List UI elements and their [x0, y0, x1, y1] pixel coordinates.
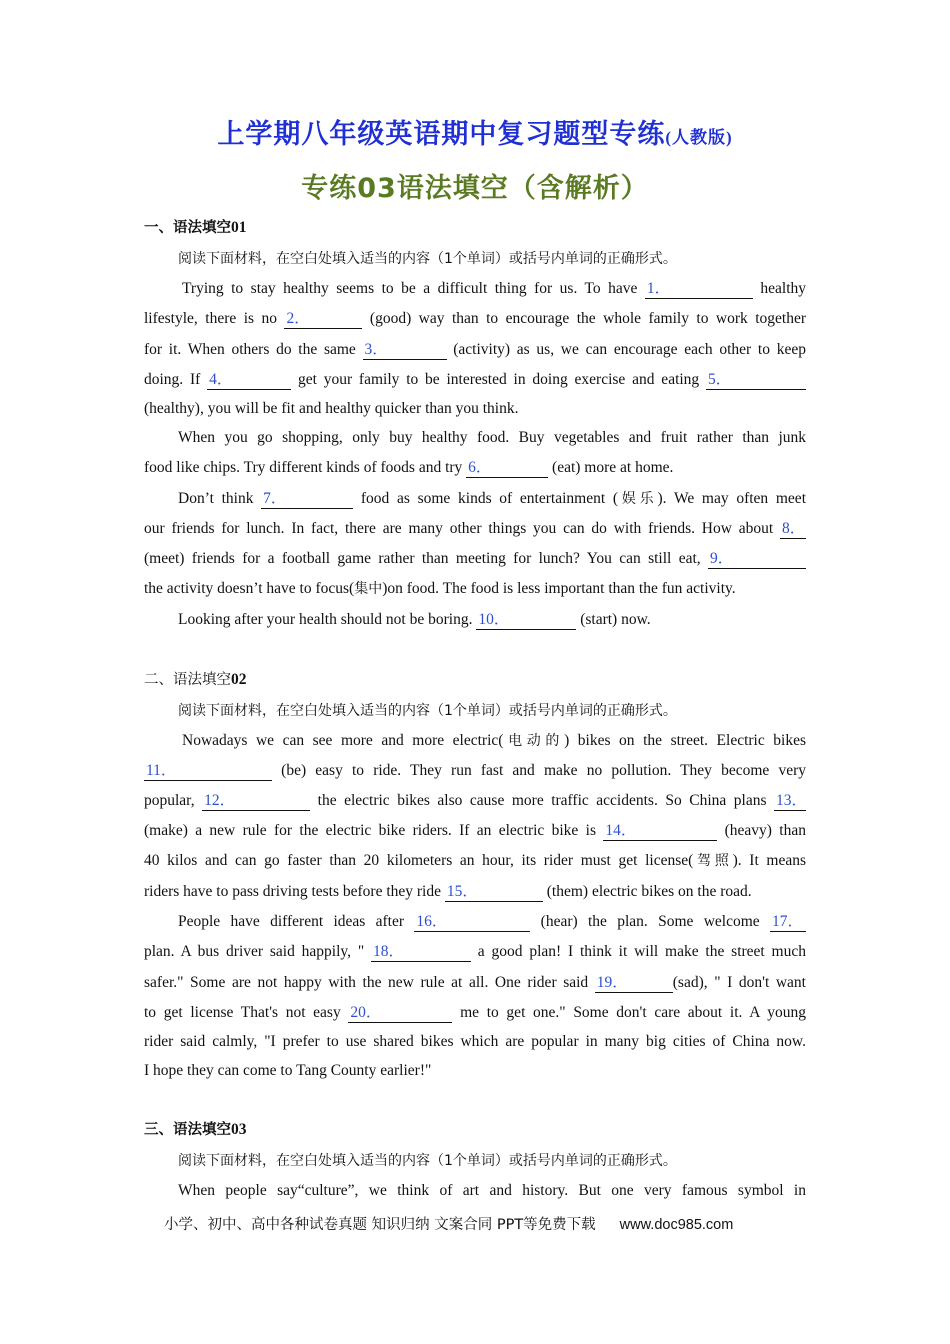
answer-blank[interactable]: 17．: [770, 913, 806, 932]
title-main: 上学期八年级英语期中复习题型专练: [217, 119, 666, 150]
answer-blank[interactable]: 18．: [371, 943, 471, 962]
answer-blank[interactable]: 19．: [595, 974, 673, 993]
instruction-2: 阅读下面材料，在空白处填入适当的内容（1个单词）或括号内单词的正确形式。: [178, 703, 677, 719]
answer-blank[interactable]: 4．: [207, 371, 291, 390]
answer-blank[interactable]: 3．: [363, 341, 447, 360]
passage-line: (make) a new rule for the electric bike riders. If an electric bike is 14． (heavy) than: [144, 822, 806, 839]
answer-blank[interactable]: 1．: [645, 280, 753, 299]
passage-line: our friends for lunch. In fact, there are many other things you can do with friends. How about 8．: [144, 520, 806, 537]
passage-line: (meet) friends for a football game rather than meeting for lunch? You can still eat, 9．: [144, 549, 806, 569]
passage-line: to get license That's not easy 20． me to get one." Some don't care about it. A young: [144, 1004, 807, 1021]
passage-line: rider said calmly, "I prefer to use shared bikes which are popular in many big cities of China now.: [144, 1033, 806, 1050]
section-heading-2: 二、语法填空02: [144, 671, 247, 688]
passage-line: Trying to stay healthy seems to be a difficult thing for us. To have 1． healthy: [182, 280, 806, 297]
answer-blank[interactable]: 14．: [603, 822, 717, 841]
answer-blank[interactable]: 20．: [348, 1004, 452, 1023]
section-heading-3: 三、语法填空03: [144, 1121, 247, 1138]
passage-line: safer." Some are not happy with the new rule at all. One rider said 19． (sad), " I don't want: [144, 974, 806, 991]
section-heading-1: 一、语法填空01: [144, 219, 247, 236]
answer-blank[interactable]: 8．: [782, 520, 806, 537]
passage-line: doing. If 4． get your family to be interested in doing exercise and eating 5．: [144, 370, 806, 390]
instruction-3: 阅读下面材料，在空白处填入适当的内容（1个单词）或括号内单词的正确形式。: [178, 1153, 677, 1169]
title-suffix: (人教版): [665, 128, 733, 147]
document-title: [0, 112, 950, 151]
footer-url[interactable]: www.doc985.com: [619, 1217, 734, 1233]
passage-line: 40 kilos and can go faster than 20 kilometers an hour, its rider must get license(驾照). It means: [144, 852, 807, 869]
answer-blank[interactable]: 6．: [466, 459, 548, 478]
answer-blank[interactable]: 13．: [776, 792, 808, 809]
passage-line: I hope they can come to Tang County earlier!": [144, 1062, 432, 1079]
instruction-1: 阅读下面材料，在空白处填入适当的内容（1个单词）或括号内单词的正确形式。: [178, 251, 677, 267]
passage-line: When people say“culture”, we think of art and history. But one very famous symbol in: [178, 1182, 806, 1199]
passage-line: lifestyle, there is no 2． (good) way than to encourage the whole family to work together: [144, 310, 807, 327]
passage-line: for it. When others do the same 3． (activity) as us, we can encourage each other to keep: [144, 341, 806, 358]
footer-text: 小学、初中、高中各种试卷真题 知识归纳 文案合同 PPT等免费下载: [164, 1217, 596, 1233]
passage-line: Nowadays we can see more and more electric(电动的) bikes on the street. Electric bikes: [182, 732, 806, 749]
passage-line: Looking after your health should not be boring. 10． (start) now.: [178, 611, 651, 628]
passage-line: (healthy), you will be fit and healthy quicker than you think.: [144, 400, 519, 417]
passage-line: the activity doesn’t have to focus(集中)on food. The food is less important than the fun activity.: [144, 580, 736, 597]
answer-blank[interactable]: 11．: [144, 762, 272, 781]
answer-blank[interactable]: 9．: [708, 550, 806, 569]
answer-blank[interactable]: 2．: [284, 310, 362, 329]
document-subtitle: 专练03语法填空（含解析）: [301, 173, 649, 204]
footer: [164, 1213, 733, 1234]
passage-line: popular, 12． the electric bikes also cause more traffic accidents. So China plans 13．: [144, 792, 808, 809]
answer-blank[interactable]: 12．: [202, 792, 310, 811]
passage-line: People have different ideas after 16． (hear) the plan. Some welcome 17．: [178, 912, 806, 932]
passage-line: plan. A bus driver said happily, " 18． a good plan! I think it will make the street much: [144, 943, 806, 960]
answer-blank[interactable]: 5．: [706, 371, 806, 390]
passage-line: Don’t think 7． food as some kinds of entertainment (娱乐). We may often meet: [178, 490, 806, 507]
passage-line: 11． (be) easy to ride. They run fast and make no pollution. They become very: [146, 762, 806, 779]
passage-line: riders have to pass driving tests before they ride 15． (them) electric bikes on the road.: [144, 883, 752, 900]
passage-line: food like chips. Try different kinds of foods and try 6． (eat) more at home.: [144, 459, 674, 476]
answer-blank[interactable]: 7．: [261, 490, 353, 509]
passage-line: When you go shopping, only buy healthy food. Buy vegetables and fruit rather than junk: [178, 429, 806, 446]
answer-blank[interactable]: 16．: [414, 913, 530, 932]
answer-blank[interactable]: 10．: [476, 611, 576, 630]
answer-blank[interactable]: 15．: [445, 883, 543, 902]
